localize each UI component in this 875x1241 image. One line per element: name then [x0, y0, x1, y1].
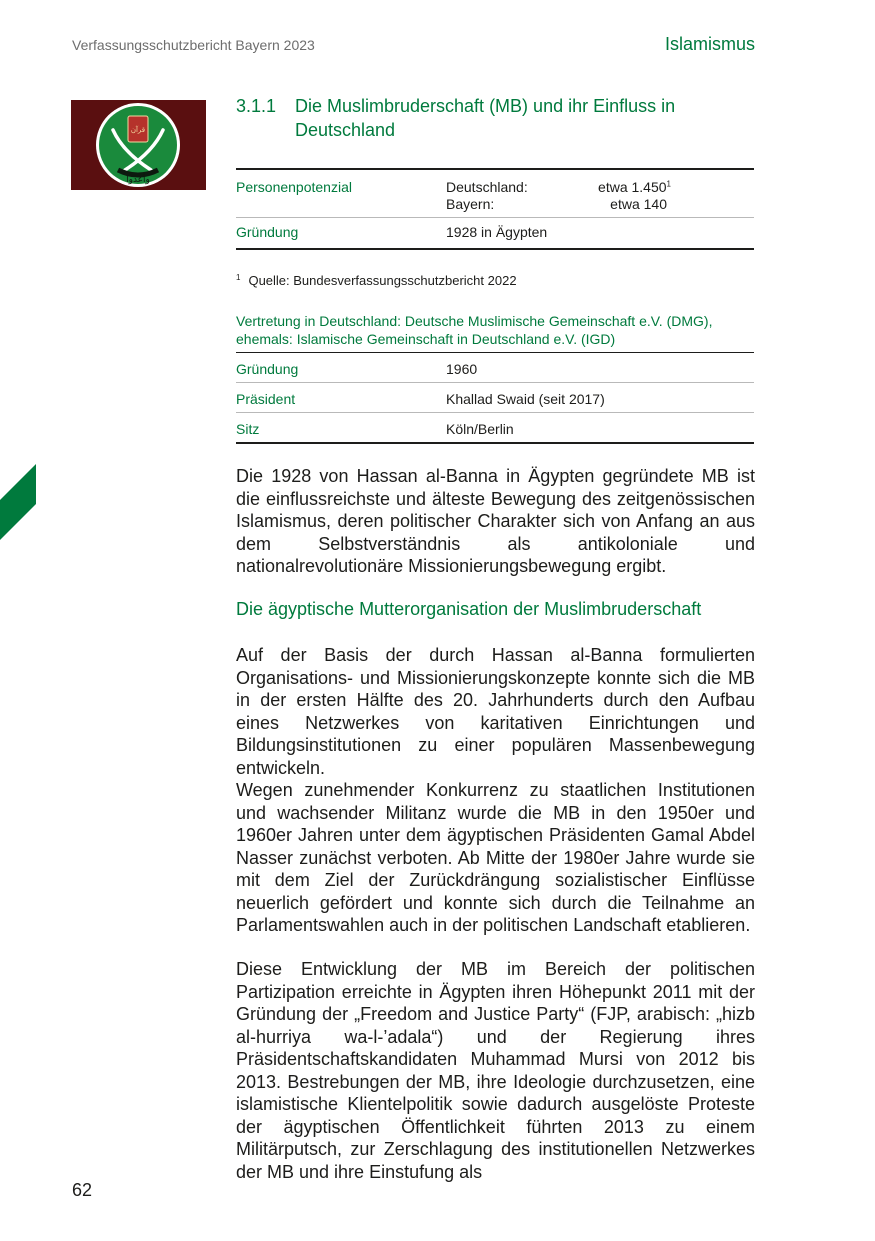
representation-table	[236, 352, 754, 444]
row-label: Gründung	[236, 361, 299, 377]
section-number: 3.1.1	[236, 96, 277, 116]
row-label: Sitz	[236, 421, 260, 437]
row-value: Köln/Berlin	[446, 421, 514, 437]
body-paragraph: Diese Entwicklung der MB im Bereich der politischen Partizipation erreichte in Ägypten ihren Höhepunkt 2011 mit der Gründung der „Freedom and Justice Party“ (FJP, arabisch: „hizb al-hurriya wa-l-’adala“) und der Regierung ihres Präsidentschaftskandidaten Muhammad Mursi von 2012 bis 2013. Bestrebungen der MB, ihre Ideologie durchzusetzen, eine islamistische Klientelpolitik sowie dadurch ausgelöste Proteste der ägyptischen Öffentlichkeit führten 2013 zu einem Militärputsch, zur Zerschlagung des institutionellen Netzwerkes der MB und ihre Einstufung als	[236, 959, 755, 1182]
location-label: Bayern:	[446, 196, 495, 212]
row-label: Präsident	[236, 391, 296, 407]
muslim-brotherhood-emblem	[71, 100, 206, 190]
svg-text:قرآن: قرآن	[130, 126, 146, 134]
body-paragraph: Auf der Basis der durch Hassan al-Banna formulierten Organisations- und Missionierungskonzepte konnte sich die MB in der ersten Hälfte des 20. Jahrhunderts durch den Aufbau eines Netzwerkes von karitativen Einrichtungen und Bildungsinstitutionen zu einer populären Massenbewegung entwickeln.	[236, 645, 755, 778]
section-title: Die Muslimbruderschaft (MB) und ihr Einfluss in Deutschland	[295, 96, 676, 140]
page-number: 62	[72, 1180, 93, 1200]
member-count: etwa 1.450$^1$	[598, 179, 671, 195]
footnote-reference[interactable]: 1	[666, 179, 671, 189]
row-value: 1928 in Ägypten	[446, 224, 548, 240]
table-row	[236, 218, 754, 250]
footnote	[236, 273, 517, 288]
member-count: etwa 140	[610, 196, 667, 212]
table-row	[236, 170, 754, 218]
table-row	[236, 353, 754, 383]
subsection-heading: Die ägyptische Mutterorganisation der Muslimbruderschaft	[236, 599, 702, 619]
table-row	[236, 413, 754, 444]
representation-heading: Vertretung in Deutschland: Deutsche Muslimische Gemeinschaft e.V. (DMG), ehemals: Islamische Gemeinschaft in Deutschland e.V. (IGD)	[236, 313, 713, 347]
footnote-text: Quelle: Bundesverfassungsschutzbericht 2022	[248, 273, 517, 288]
potential-table	[236, 168, 754, 250]
row-value: Khallad Swaid (seit 2017)	[446, 391, 605, 407]
emblem-ribbon-text: وأعدوا	[126, 175, 150, 185]
chapter-marker-tab	[0, 464, 36, 540]
row-value: 1960	[446, 361, 478, 377]
location-label: Deutschland:	[446, 179, 528, 195]
footnote-mark: 1	[236, 273, 241, 282]
section-heading	[236, 94, 756, 142]
row-label: Personenpotenzial	[236, 179, 352, 195]
running-header-title: Verfassungsschutzbericht Bayern 2023	[72, 37, 315, 53]
row-label: Gründung	[236, 224, 299, 240]
chapter-title: Islamismus	[664, 34, 755, 54]
body-paragraph: Die 1928 von Hassan al-Banna in Ägypten gegründete MB ist die einflussreichste und älteste Bewegung des zeitgenössischen Islamismus, deren politischer Charakter sich von Anfang an aus dem Selbstverständnis als antikoloniale und nationalrevolutionäre Missionierungsbewegung ergibt.	[236, 466, 755, 576]
table-row	[236, 383, 754, 413]
body-paragraph: Wegen zunehmender Konkurrenz zu staatlichen Institutionen und wachsender Militanz wurde die MB in den 1950er und 1960er Jahren unter dem ägyptischen Präsidenten Gamal Abdel Nasser zunächst verboten. Ab Mitte der 1980er Jahre wurde sie mit dem Ziel der Zurückdrängung sozialistischer Einflüsse neuerlich gefördert und konnte sich durch die Teilnahme an Parlamentswahlen auch in der politischen Landschaft etablieren.	[236, 780, 755, 935]
